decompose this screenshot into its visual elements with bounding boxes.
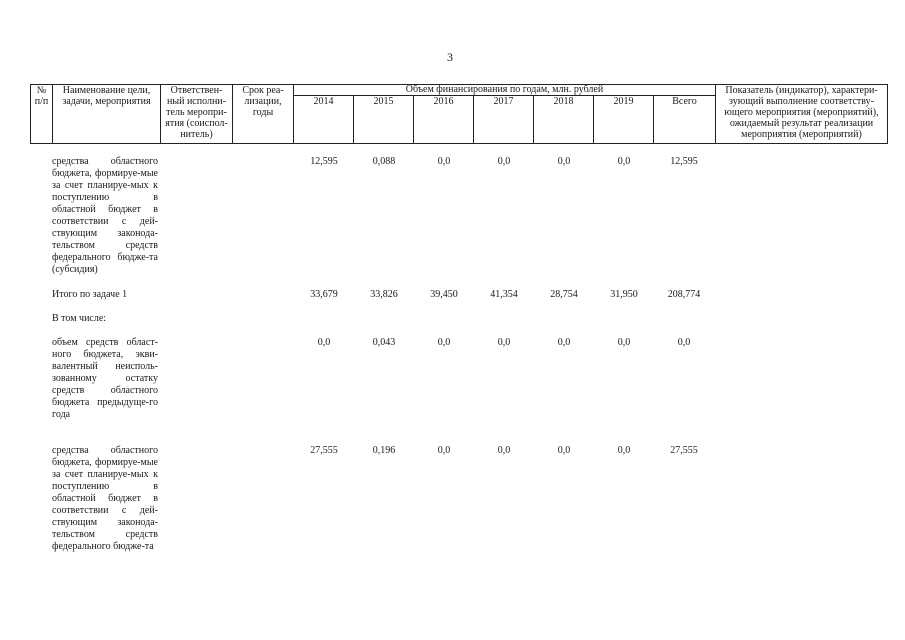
header-year-2016: 2016 bbox=[433, 96, 454, 107]
cell-2014: 27,555 bbox=[310, 445, 338, 456]
header-total: Всего bbox=[672, 96, 697, 107]
cell-2015: 0,196 bbox=[372, 445, 396, 456]
cell-2018: 0,0 bbox=[557, 337, 571, 348]
header-responsible: Ответствен-ный исполни-тель меропри-ятия (соиспол-нитель) bbox=[165, 85, 228, 140]
row-label: Итого по задаче 1 bbox=[52, 289, 128, 300]
header-year-2017: 2017 bbox=[493, 96, 514, 107]
cell-2017: 0,0 bbox=[497, 156, 511, 167]
cell-2018: 28,754 bbox=[550, 289, 578, 300]
cell-2018: 0,0 bbox=[557, 156, 571, 167]
cell-2015: 0,043 bbox=[372, 337, 396, 348]
header-num: № п/п bbox=[34, 85, 49, 107]
cell-total: 208,774 bbox=[667, 289, 701, 300]
cell-2015: 33,826 bbox=[370, 289, 398, 300]
cell-total: 27,555 bbox=[670, 445, 698, 456]
row-label: объем средств област-ного бюджета, экви-валентный неисполь-зованному остатку средств областного бюджета предыдуще-го года bbox=[52, 337, 158, 420]
cell-2019: 0,0 bbox=[617, 445, 631, 456]
cell-2017: 0,0 bbox=[497, 445, 511, 456]
cell-2016: 39,450 bbox=[430, 289, 458, 300]
cell-2016: 0,0 bbox=[437, 337, 451, 348]
cell-2019: 0,0 bbox=[617, 156, 631, 167]
cell-2014: 0,0 bbox=[317, 337, 331, 348]
header-term: Срок реа-лизации, годы bbox=[242, 85, 284, 118]
header-financing-title: Объем финансирования по годам, млн. рублей bbox=[405, 84, 604, 95]
row-label: средства областного бюджета, формируе-мые за счет планируе-мых к поступлению в областной бюджет в соответствии с дей-ствующим законода-тельством средств федерального бюдже-та bbox=[52, 445, 158, 552]
cell-2018: 0,0 bbox=[557, 445, 571, 456]
cell-total: 12,595 bbox=[670, 156, 698, 167]
row-label: В том числе: bbox=[52, 313, 107, 324]
cell-2019: 0,0 bbox=[617, 337, 631, 348]
cell-2017: 0,0 bbox=[497, 337, 511, 348]
cell-2019: 31,950 bbox=[610, 289, 638, 300]
cell-2017: 41,354 bbox=[490, 289, 518, 300]
table-header bbox=[30, 84, 888, 144]
header-name: Наименование цели, задачи, мероприятия bbox=[62, 85, 151, 107]
page-number: 3 bbox=[447, 50, 453, 64]
cell-2014: 12,595 bbox=[310, 156, 338, 167]
cell-total: 0,0 bbox=[677, 337, 691, 348]
cell-2015: 0,088 bbox=[372, 156, 396, 167]
header-bottom-border bbox=[30, 143, 888, 144]
header-year-2015: 2015 bbox=[373, 96, 394, 107]
header-year-2014: 2014 bbox=[313, 96, 334, 107]
cell-2016: 0,0 bbox=[437, 156, 451, 167]
cell-2016: 0,0 bbox=[437, 445, 451, 456]
header-year-2018: 2018 bbox=[553, 96, 574, 107]
row-label: средства областного бюджета, формируе-мые за счет планируе-мых к поступлению в областной бюджет в соответствии с дей-ствующим законода-тельством средств федерального бюдже-та (субсидия) bbox=[52, 156, 158, 275]
header-indicator: Показатель (индикатор), характери-зующий выполнение соответству-ющего мероприятия (мероприятий), ожидаемый результат реализации мероприятия (мероприятий) bbox=[724, 85, 879, 140]
cell-2014: 33,679 bbox=[310, 289, 338, 300]
header-year-2019: 2019 bbox=[613, 96, 634, 107]
